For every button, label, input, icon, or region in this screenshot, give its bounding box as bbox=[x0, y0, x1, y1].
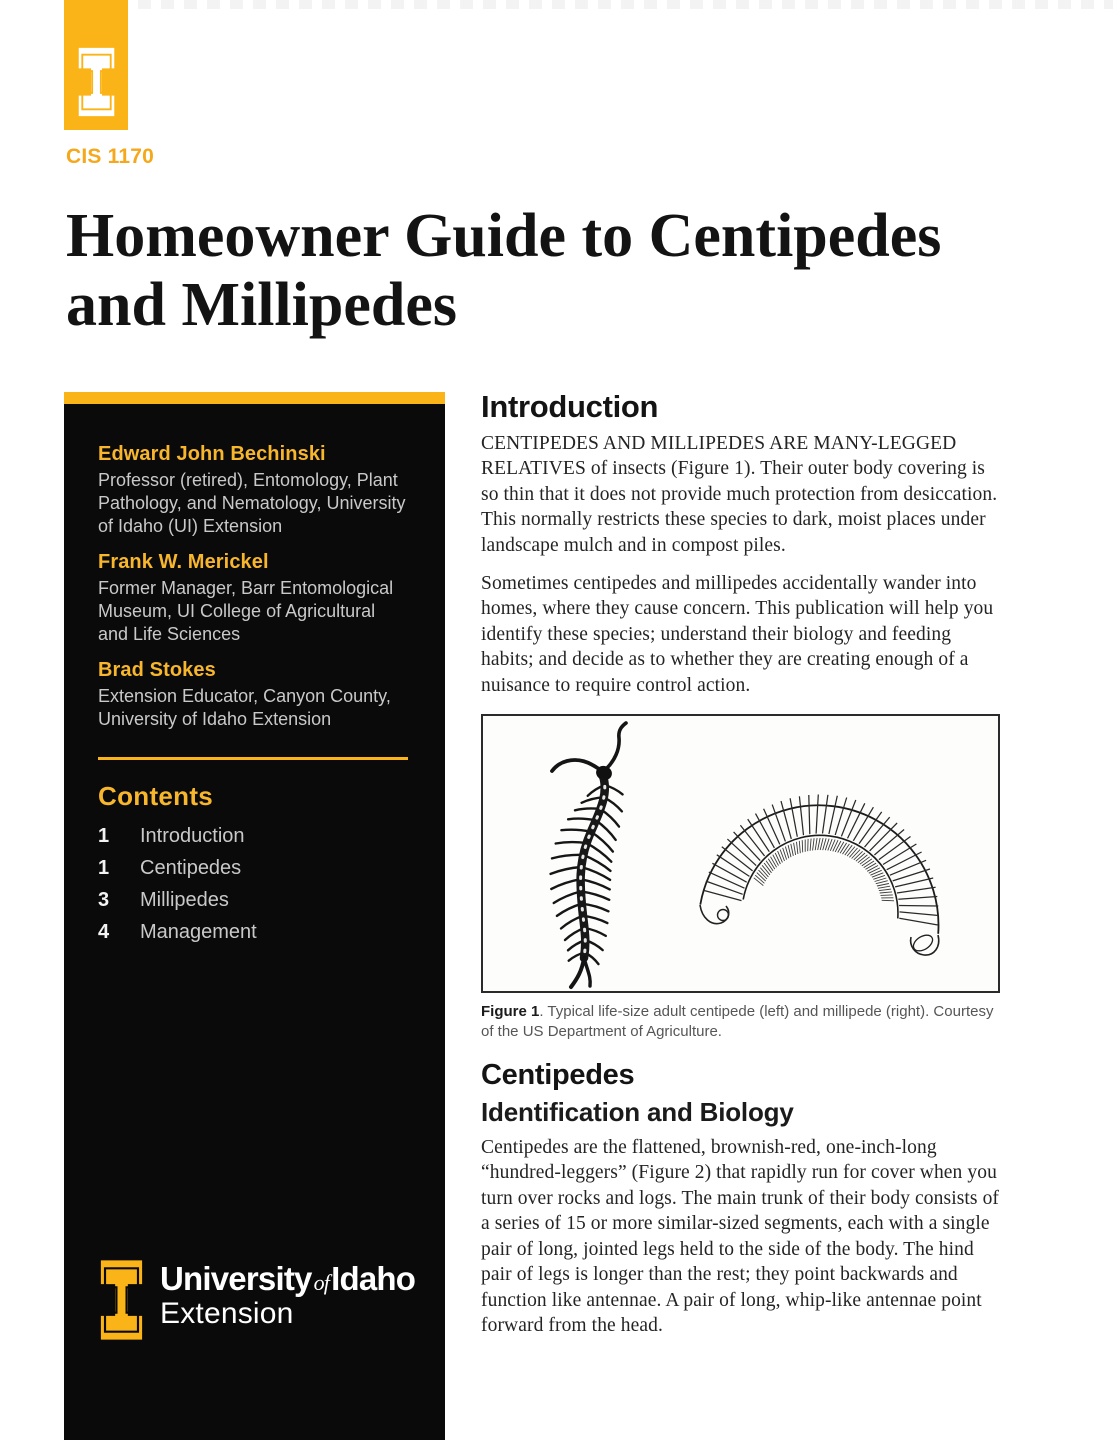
page-title-line2: and Millipedes bbox=[66, 271, 458, 339]
identification-biology-subheading: Identification and Biology bbox=[481, 1097, 794, 1128]
uidaho-logo-block bbox=[64, 0, 128, 130]
contents-heading: Contents bbox=[98, 781, 214, 811]
centipedes-heading: Centipedes bbox=[481, 1059, 635, 1092]
contents-page-number: 3 bbox=[98, 889, 110, 911]
wordmark-of: of bbox=[313, 1270, 330, 1295]
author-role: Former Manager, Barr Entomological Museum, UI College of Agricultural and Life Sciences bbox=[98, 578, 394, 644]
sidebar bbox=[64, 392, 445, 1440]
author-role: Extension Educator, Canyon County, University of Idaho Extension bbox=[98, 686, 391, 729]
intro-paragraph-2: Sometimes centipedes and millipedes accidentally wander into homes, where they cause concern. This publication will help you identify these species; understand their biology and feeding habits; and decide as to whether they are creating enough of a nuisance to require control action. bbox=[481, 573, 994, 696]
author-block bbox=[98, 442, 410, 538]
document-number: CIS 1170 bbox=[66, 145, 154, 168]
contents-page-number: 1 bbox=[98, 825, 110, 847]
figure1-caption bbox=[481, 1002, 1002, 1042]
intro-lead-caps: CENTIPEDES AND MILLIPEDES ARE MANY-LEGGED RELATIVES bbox=[481, 433, 957, 480]
uidaho-extension-logo bbox=[97, 1258, 415, 1342]
wordmark-extension: Extension bbox=[160, 1297, 294, 1330]
page-title-line1: Homeowner Guide to Centipedes bbox=[66, 202, 942, 270]
scan-artifact-strip bbox=[138, 0, 1113, 9]
contents-item-label: Centipedes bbox=[140, 857, 242, 879]
contents-page-number: 4 bbox=[98, 921, 110, 943]
author-block bbox=[98, 550, 410, 646]
intro-paragraph-1 bbox=[481, 431, 1002, 558]
contents-item bbox=[98, 825, 410, 857]
figure1-image bbox=[481, 714, 1000, 993]
contents-item bbox=[98, 889, 410, 921]
contents-item-label: Management bbox=[140, 921, 257, 943]
author-name: Edward John Bechinski bbox=[98, 443, 326, 465]
contents-item bbox=[98, 857, 410, 889]
author-name: Frank W. Merickel bbox=[98, 551, 269, 573]
uidaho-wordmark bbox=[160, 1262, 415, 1329]
sidebar-divider bbox=[98, 757, 408, 760]
uidaho-block-i-icon bbox=[97, 1258, 146, 1342]
uidaho-block-i-icon bbox=[76, 45, 117, 119]
author-block bbox=[98, 658, 410, 731]
page-title bbox=[66, 202, 1056, 340]
contents-item bbox=[98, 921, 410, 953]
contents-item-label: Millipedes bbox=[140, 889, 229, 911]
main-column bbox=[481, 389, 1002, 1338]
wordmark-idaho: Idaho bbox=[331, 1260, 416, 1297]
contents-page-number: 1 bbox=[98, 857, 110, 879]
centipedes-paragraph: Centipedes are the flattened, brownish-red, one-inch-long “hundred-leggers” (Figure 2) that rapidly run for cover when you turn over rocks and logs. The main trunk of their body consists of a series of 15 or more similar-sized segments, each with a single pair of long, jointed legs held to the side of the body. The hind pair of legs is longer than the rest; they point backwards and function like antennae. A pair of long, whip-like antennae point forward from the head. bbox=[481, 1137, 1000, 1336]
contents-item-label: Introduction bbox=[140, 825, 245, 847]
contents-list bbox=[98, 825, 410, 953]
figure1-caption-label: Figure 1 bbox=[481, 1003, 540, 1021]
wordmark-university: University bbox=[160, 1260, 312, 1297]
figure1-caption-text: . Typical life-size adult centipede (left) and millipede (right). Courtesy of the US Department of Agriculture. bbox=[481, 1003, 994, 1041]
centipede-millipede-illustration bbox=[483, 716, 998, 991]
author-name: Brad Stokes bbox=[98, 659, 216, 681]
intro-heading: Introduction bbox=[481, 389, 659, 424]
author-role: Professor (retired), Entomology, Plant Pathology, and Nematology, University of Idaho (UI) Extension bbox=[98, 470, 406, 536]
intro-paragraph-1-rest: of insects (Figure 1). Their outer body covering is so thin that it does not provide much protection from desiccation. This normally restricts these species to dark, moist places under landscape mulch and in compost piles. bbox=[481, 458, 998, 556]
sidebar-gold-bar bbox=[64, 392, 445, 404]
